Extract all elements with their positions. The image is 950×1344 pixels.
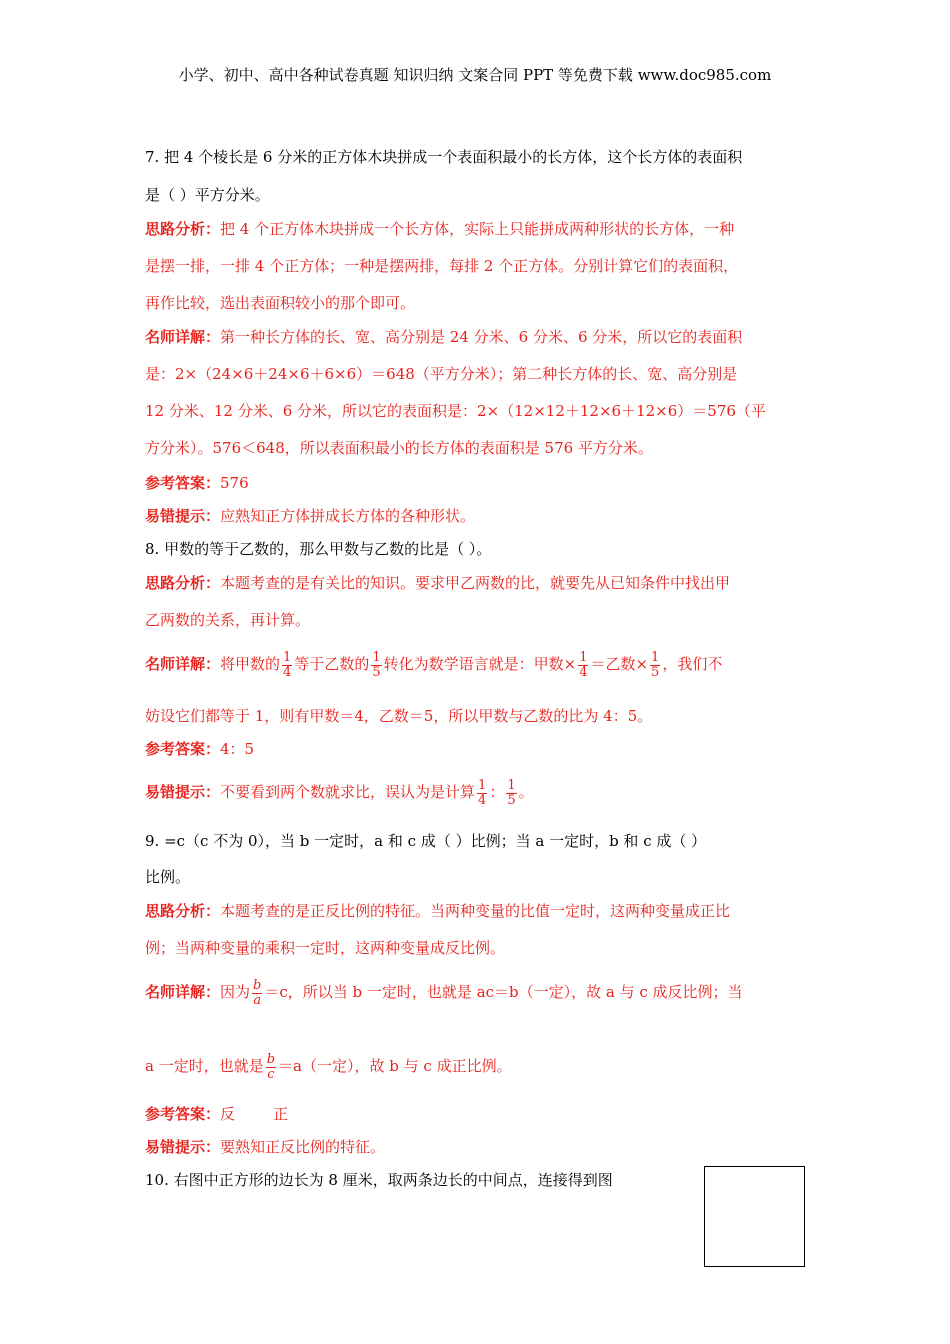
q8-tip — [145, 774, 810, 810]
q7-analysis-line3: 再作比较，选出表面积较小的那个即可。 — [145, 294, 416, 312]
q7-stem-line1: 7. 把 4 个棱长是 6 分米的正方体木块拼成一个表面积最小的长方体，这个长方体的表面积 — [145, 148, 743, 166]
fraction-b-over-c — [266, 1053, 276, 1082]
fraction-one-fifth — [371, 651, 381, 680]
q8-analysis-line2: 乙两数的关系，再计算。 — [145, 611, 311, 629]
tip-text: 要熟知正反比例的特征。 — [220, 1138, 386, 1156]
q7-tip — [145, 505, 810, 527]
detail-text: ＝c，所以当 b 一定时，也就是 ac＝b（一定），故 a 与 c 成反比例；当 — [264, 983, 743, 1001]
answer-label: 参考答案： — [145, 1105, 221, 1123]
frac-num: 1 — [507, 777, 516, 793]
detail-text: 因为 — [220, 983, 251, 1001]
detail-label: 名师详解： — [145, 983, 221, 1001]
q7-detail-line3: 12 分米、12 分米、6 分米，所以它的表面积是：2×（12×12＋12×6＋12×6）＝576（平 — [145, 402, 766, 420]
q7-detail-line2: 是：2×（24×6＋24×6＋6×6）＝648（平方分米）；第二种长方体的长、宽、高分别是 — [145, 365, 738, 383]
q8-detail-line2: 妨设它们都等于 1，则有甲数＝4，乙数＝5，所以甲数与乙数的比为 4：5。 — [145, 707, 653, 725]
detail-text: a 一定时，也就是 — [145, 1057, 264, 1075]
detail-text: 转化为数学语言就是：甲数× — [383, 655, 577, 673]
q9-answer — [145, 1103, 810, 1125]
frac-den: 4 — [283, 664, 292, 680]
q7-stem-line2: 是（ ）平方分米。 — [145, 186, 270, 204]
q8-answer — [145, 738, 810, 760]
analysis-text: 本题考查的是正反比例的特征。当两种变量的比值一定时，这两种变量成正比 — [220, 902, 731, 920]
tip-text: 应熟知正方体拼成长方体的各种形状。 — [220, 507, 476, 525]
detail-text: ＝a（一定），故 b 与 c 成正比例。 — [278, 1057, 512, 1075]
q8-stem: 8. 甲数的等于乙数的，那么甲数与乙数的比是（ ）。 — [145, 540, 492, 558]
tip-label: 易错提示： — [145, 783, 221, 801]
frac-num: 1 — [579, 649, 588, 665]
tip-label: 易错提示： — [145, 507, 221, 525]
q8-detail — [145, 646, 810, 682]
frac-num: 1 — [478, 777, 487, 793]
fraction-one-fifth — [506, 779, 516, 808]
fraction-one-fifth — [650, 651, 660, 680]
tip-label: 易错提示： — [145, 1138, 221, 1156]
q9-stem-line2: 比例。 — [145, 868, 191, 886]
detail-label: 名师详解： — [145, 655, 221, 673]
q8-analysis — [145, 572, 810, 594]
q9-tip — [145, 1136, 810, 1158]
detail-text: ，我们不 — [662, 655, 723, 673]
frac-den: 4 — [579, 664, 588, 680]
frac-den: 4 — [478, 792, 487, 808]
q7-answer — [145, 472, 810, 494]
frac-den: 5 — [372, 664, 381, 680]
frac-den: c — [267, 1066, 275, 1082]
q7-detail-line4: 方分米）。576＜648，所以表面积最小的长方体的表面积是 576 平方分米。 — [145, 439, 653, 457]
frac-den: 5 — [507, 792, 516, 808]
detail-text: 将甲数的 — [220, 655, 281, 673]
q9-analysis-line2: 例；当两种变量的乘积一定时，这两种变量成反比例。 — [145, 939, 506, 957]
answer-label: 参考答案： — [145, 474, 221, 492]
frac-num: 1 — [283, 649, 292, 665]
frac-num: 1 — [372, 649, 381, 665]
q9-detail — [145, 974, 810, 1010]
analysis-text: 把 4 个正方体木块拼成一个长方体，实际上只能拼成两种形状的长方体，一种 — [220, 220, 735, 238]
fraction-one-quarter — [578, 651, 588, 680]
frac-num: b — [253, 977, 262, 993]
fraction-one-quarter — [477, 779, 487, 808]
tip-text: 不要看到两个数就求比，误认为是计算 — [220, 783, 476, 801]
analysis-text: 本题考查的是有关比的知识。要求甲乙两数的比，就要先从已知条件中找出甲 — [220, 574, 731, 592]
frac-den: 5 — [651, 664, 660, 680]
q9-stem-line1: 9. =c（c 不为 0），当 b 一定时，a 和 c 成（ ）比例；当 a 一定时，b 和 c 成（ ） — [145, 832, 707, 850]
frac-den: a — [253, 992, 262, 1008]
answer-value: 576 — [220, 474, 249, 492]
page-header: 小学、初中、高中各种试卷真题 知识归纳 文案合同 PPT 等免费下载 www.doc985.com — [178, 66, 772, 84]
q7-detail — [145, 326, 810, 348]
fraction-b-over-a — [252, 979, 262, 1008]
colon: ： — [489, 783, 505, 801]
detail-text: 第一种长方体的长、宽、高分别是 24 分米、6 分米、6 分米，所以它的表面积 — [220, 328, 743, 346]
detail-label: 名师详解： — [145, 328, 221, 346]
q9-analysis — [145, 900, 810, 922]
answer-value: 4：5 — [220, 740, 255, 758]
analysis-label: 思路分析： — [145, 220, 221, 238]
frac-num: 1 — [651, 649, 660, 665]
analysis-label: 思路分析： — [145, 902, 221, 920]
answer-label: 参考答案： — [145, 740, 221, 758]
q7-analysis-line2: 是摆一排，一排 4 个正方体；一种是摆两排，每排 2 个正方体。分别计算它们的表面积， — [145, 257, 739, 275]
detail-text: ＝乙数× — [590, 655, 649, 673]
answer-value: 反 正 — [220, 1105, 289, 1123]
tip-end: 。 — [518, 783, 534, 801]
square-figure — [704, 1166, 805, 1267]
q10-stem: 10. 右图中正方形的边长为 8 厘米，取两条边长的中间点，连接得到图 — [145, 1171, 613, 1189]
q7-analysis — [145, 218, 810, 240]
analysis-label: 思路分析： — [145, 574, 221, 592]
q9-detail-line2 — [145, 1048, 810, 1084]
fraction-one-quarter — [282, 651, 292, 680]
detail-text: 等于乙数的 — [294, 655, 370, 673]
frac-num: b — [266, 1051, 276, 1067]
